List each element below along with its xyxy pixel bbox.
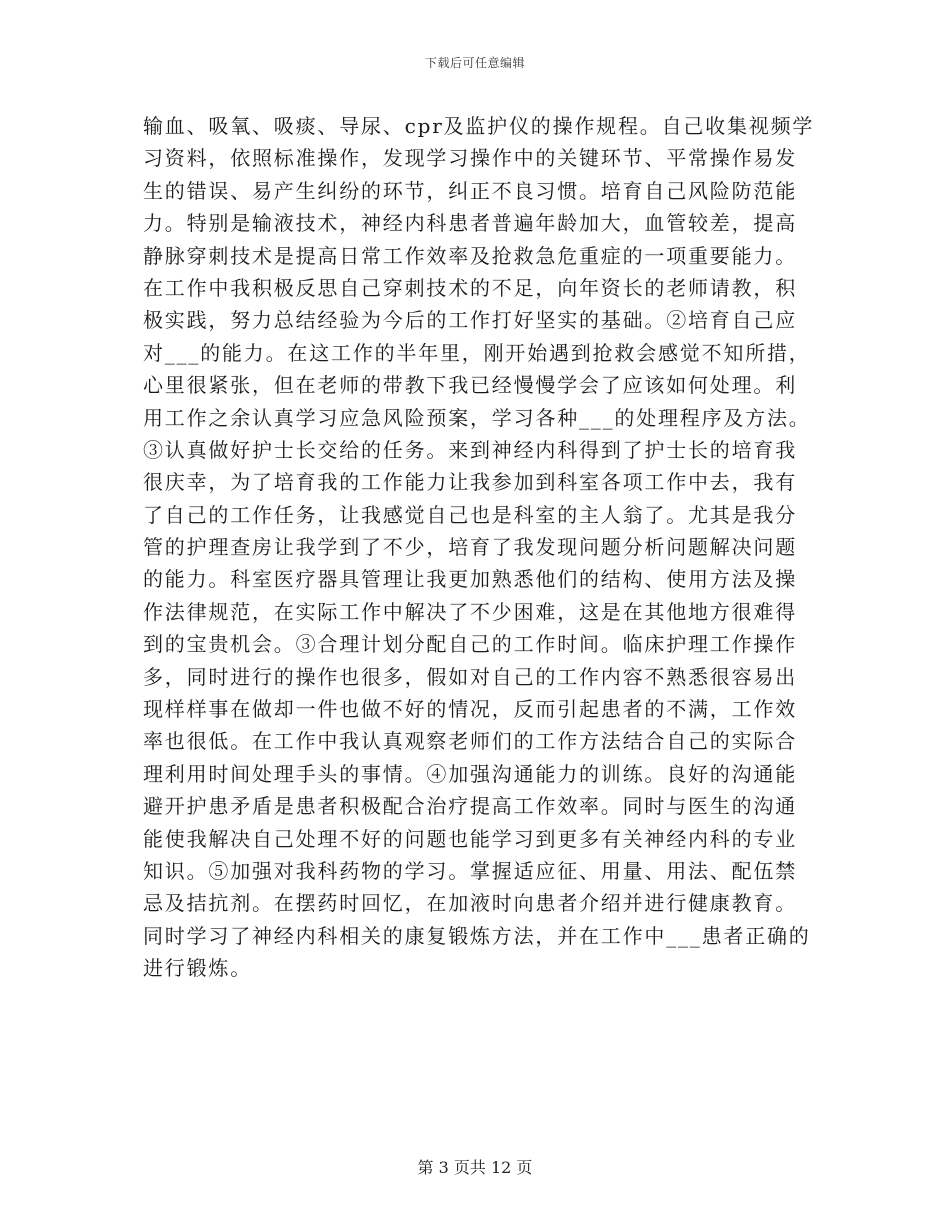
body-line: 了自己的工作任务，让我感觉自己也是科室的主人翁了。尤其是我分	[143, 502, 797, 527]
body-line: 同时学习了神经内科相关的康复锻炼方法，并在工作中___患者正确的	[143, 923, 811, 948]
page-number-footer: 第 3 页共 12 页	[417, 1158, 533, 1177]
body-line: 现样样事在做却一件也做不好的情况，反而引起患者的不满，工作效	[143, 697, 797, 722]
body-line: 很庆幸，为了培育我的工作能力让我参加到科室各项工作中去，我有	[143, 470, 797, 495]
document-body	[143, 110, 823, 985]
body-line: 力。特别是输液技术，神经内科患者普遍年龄加大，血管较差，提高	[143, 211, 797, 236]
body-line: 输血、吸氧、吸痰、导尿、cpr及监护仪的操作规程。自己收集视频学	[143, 114, 815, 138]
body-line: 率也很低。在工作中我认真观察老师们的工作方法结合自己的实际合	[143, 729, 797, 754]
body-line: 对___的能力。在这工作的半年里，刚开始遇到抢救会感觉不知所措，	[143, 340, 811, 365]
body-line: 习资料，依照标准操作，发现学习操作中的关键环节、平常操作易发	[143, 146, 797, 171]
body-line: 心里很紧张，但在老师的带教下我已经慢慢学会了应该如何处理。利	[143, 373, 797, 398]
body-line: 作法律规范，在实际工作中解决了不少困难，这是在其他地方很难得	[143, 599, 797, 624]
body-line: 的能力。科室医疗器具管理让我更加熟悉他们的结构、使用方法及操	[143, 567, 797, 592]
body-line: 极实践，努力总结经验为今后的工作打好坚实的基础。②培育自己应	[143, 308, 797, 333]
body-line: 用工作之余认真学习应急风险预案，学习各种___的处理程序及方法。	[143, 405, 811, 430]
body-line: 知识。⑤加强对我科药物的学习。掌握适应征、用量、用法、配伍禁	[143, 858, 797, 883]
body-line: 忌及拮抗剂。在摆药时回忆，在加液时向患者介绍并进行健康教育。	[143, 891, 797, 916]
body-line: 到的宝贵机会。③合理计划分配自己的工作时间。临床护理工作操作	[143, 632, 797, 657]
page-header: 下载后可任意编辑	[424, 56, 525, 70]
body-line: 生的错误、易产生纠纷的环节，纠正不良习惯。培育自己风险防范能	[143, 178, 797, 203]
body-line: 在工作中我积极反思自己穿刺技术的不足，向年资长的老师请教，积	[143, 275, 797, 300]
body-line: 避开护患矛盾是患者积极配合治疗提高工作效率。同时与医生的沟通	[143, 794, 797, 819]
body-line: ③认真做好护士长交给的任务。来到神经内科得到了护士长的培育我	[143, 437, 797, 462]
body-line: 能使我解决自己处理不好的问题也能学习到更多有关神经内科的专业	[143, 826, 797, 851]
body-line: 进行锻炼。	[143, 956, 252, 981]
body-line: 多，同时进行的操作也很多，假如对自己的工作内容不熟悉很容易出	[143, 664, 797, 689]
body-line: 静脉穿刺技术是提高日常工作效率及抢救急危重症的一项重要能力。	[143, 243, 797, 268]
body-line: 理利用时间处理手头的事情。④加强沟通能力的训练。良好的沟通能	[143, 761, 797, 786]
body-line: 管的护理查房让我学到了不少，培育了我发现问题分析问题解决问题	[143, 535, 797, 560]
